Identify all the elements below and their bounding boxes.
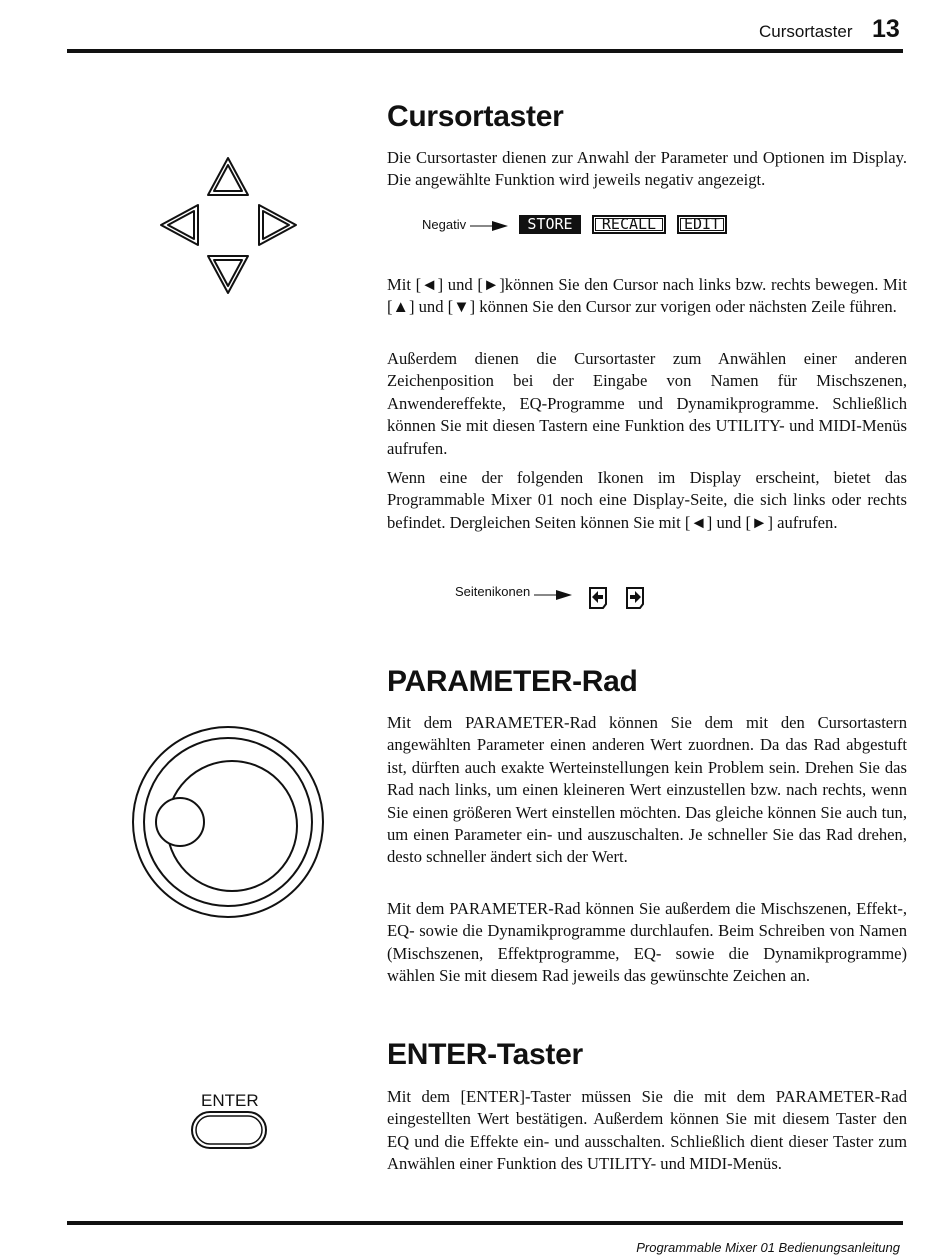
enter-button-label: ENTER: [201, 1091, 259, 1110]
arrow-right-icon: [534, 588, 574, 602]
page-right-icon: [623, 586, 647, 610]
cursor-left-icon: [161, 205, 198, 245]
cursor-intro-paragraph: Die Cursortaster dienen zur Anwahl der Parameter und Optionen im Display. Die angewählte Funktion wird jeweils negativ angezeigt.: [387, 148, 907, 190]
header-rule: [67, 49, 903, 53]
cursor-up-icon: [208, 158, 248, 195]
cursor-keys-illustration: [158, 155, 300, 297]
section-title-cursortaster: Cursortaster: [387, 100, 564, 133]
parameter-paragraph-2: Mit dem PARAMETER-Rad können Sie außerdem die Mischszenen, Effekt-, EQ- sowie die Dynamikprogramme durchlaufen. Beim Schreiben von Namen (Mischszenen, Effektprogramme, EQ- sowie die Dynamikprogramme) wählen Sie mit diesem Rad jeweils das gewünschte Zeichen an.: [387, 899, 907, 986]
cursor-paragraph-1: Mit [◄] und [►]können Sie den Cursor nach links bzw. rechts bewegen. Mit [▲] und [▼] können Sie den Cursor zur vorigen oder nächsten Zeile führen.: [387, 275, 907, 317]
arrow-right-icon: [470, 219, 510, 233]
footer-text: Programmable Mixer 01 Bedienungsanleitung: [636, 1240, 900, 1255]
section-title-parameter-rad: PARAMETER-Rad: [387, 665, 638, 698]
cursor-paragraph-3: Wenn eine der folgenden Ikonen im Display erscheint, bietet das Programmable Mixer 01 noch eine Display-Seite, die sich links oder rechts befindet. Dergleichen Seiten können Sie mit [◄] und [►] aufrufen.: [387, 468, 907, 532]
section-title-enter-taster: ENTER-Taster: [387, 1038, 583, 1071]
negativ-caption: Negativ: [422, 217, 467, 232]
enter-button-icon: [190, 1110, 268, 1150]
seitenikonen-caption: Seitenikonen: [455, 584, 531, 599]
cursor-paragraph-2: Außerdem dienen die Cursortaster zum Anwählen einer anderen Zeichenposition bei der Eingabe von Namen für Mischszenen, Anwendereffekte, EQ-Programme und Dynamikprogramme. Schließlich können Sie mit diesen Tastern eine Funktion des UTILITY- und MIDI-Menüs aufrufen.: [387, 349, 907, 458]
cursor-down-icon: [208, 256, 248, 293]
lcd-store-label: STORE: [519, 215, 581, 234]
lcd-recall-label: RECALL: [592, 215, 666, 234]
cursor-right-icon: [259, 205, 296, 245]
parameter-wheel-icon: [130, 724, 326, 920]
running-title: Cursortaster: [759, 22, 853, 41]
enter-paragraph-1: Mit dem [ENTER]-Taster müssen Sie die mit dem PARAMETER-Rad eingestellten Wert bestätigen. Außerdem können Sie mit diesem Taster den EQ und die Effekte ein- und ausschalten. Schließlich dient dieser Taster zum Anwählen einer Funktion des UTILITY- und MIDI-Menüs.: [387, 1087, 907, 1174]
page-left-icon: [586, 586, 610, 610]
page-number: 13: [872, 15, 900, 43]
parameter-paragraph-1: Mit dem PARAMETER-Rad können Sie dem mit den Cursortastern angewählten Parameter einen anderen Wert zuordnen. Da das Rad abgestuft ist, dürften auch exakte Werteinstellungen kein Problem sein. Drehen Sie das Rad nach links, um einen kleineren Wert einzustellen bzw. nach rechts, wenn Sie einen größeren Wert einstellen möchten. Das gleiche können Sie auch tun, um einen Parameter ein- und auszuschalten. Je schneller Sie das Rad drehen, desto schneller ändert sich der Wert.: [387, 713, 907, 867]
lcd-edit-label: EDIT: [677, 215, 727, 234]
footer-rule: [67, 1221, 903, 1225]
